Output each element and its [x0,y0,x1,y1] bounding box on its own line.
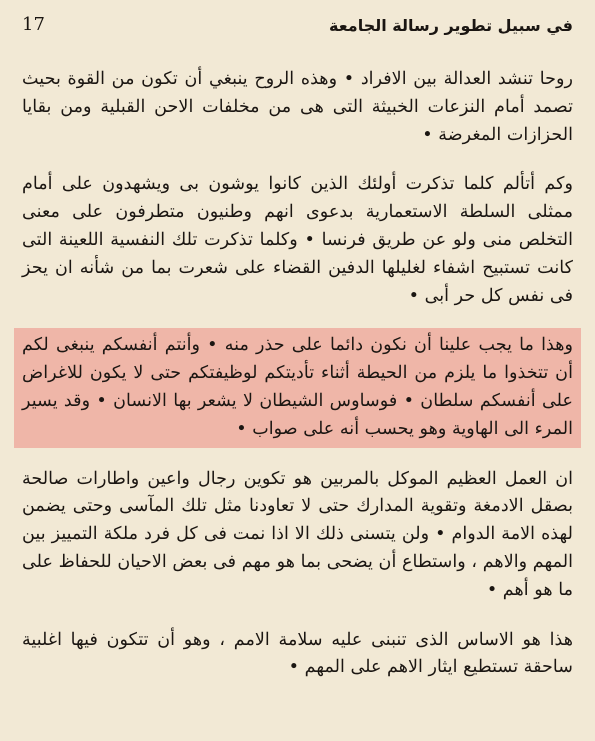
page-header [22,14,573,40]
paragraph-1: روحا تنشد العدالة بين الافراد • وهذه الروح ينبغي أن تكون من القوة بحيث تصمد أمام النزعات الخبيثة التى هى من مخلفات الاحن القبلية ومن بقايا الحزازات المغرضة • [22,69,573,145]
highlighted-paragraph: وهذا ما يجب علينا أن نكون دائما على حذر منه • وأنتم أنفسكم ينبغى لكم أن تتخذوا ما يلزم من الحيطة أثناء تأديتكم لوظيفتكم حتى لا يكون للاغراض على أنفسكم سلطان • فوساوس الشيطان لا يشعر بها الانسان • وقد يسير المرء الى الهاوية وهو يحسب أنه على صواب • [14,328,581,447]
paragraph-2: وكم أتألم كلما تذكرت أولئك الذين كانوا يوشون بى ويشهدون على أمام ممثلى السلطة الاستعمارية بدعوى انهم وطنيون متطرفون على معنى التخلص منى ولو عن طريق فرنسا • وكلما تذكرت تلك النفسية اللعينة التى كانت تستبيح اشفاء لغليلها الدفين القضاء على شعرت بما من شأنه ان يحز فى نفس كل حر أبى • [22,174,573,306]
paragraph-5: هذا هو الاساس الذى تنبنى عليه سلامة الامم ، وهو أن تتكون فيها اغلبية ساحقة تستطيع ايثار الاهم على المهم • [22,629,573,678]
paragraph-4: ان العمل العظيم الموكل بالمربين هو تكوين رجال واعين واطارات صالحة بصقل الادمغة وتقوية المدارك حتى لا تعاودنا مثل تلك المآسى وحتى يضمن لهذه الامة الدوام • ولن يتسنى ذلك الا اذا نمت فى كل فرد ملكة التمييز بين المهم والاهم ، واستطاع أن يضحى بما هو مهم فى بعض الاحيان للحفاظ على ما هو أهم • [22,468,573,600]
page-number: 17 [22,14,45,35]
body-text [22,66,573,704]
running-title: في سبيل تطوير رسالة الجامعة [329,16,573,35]
